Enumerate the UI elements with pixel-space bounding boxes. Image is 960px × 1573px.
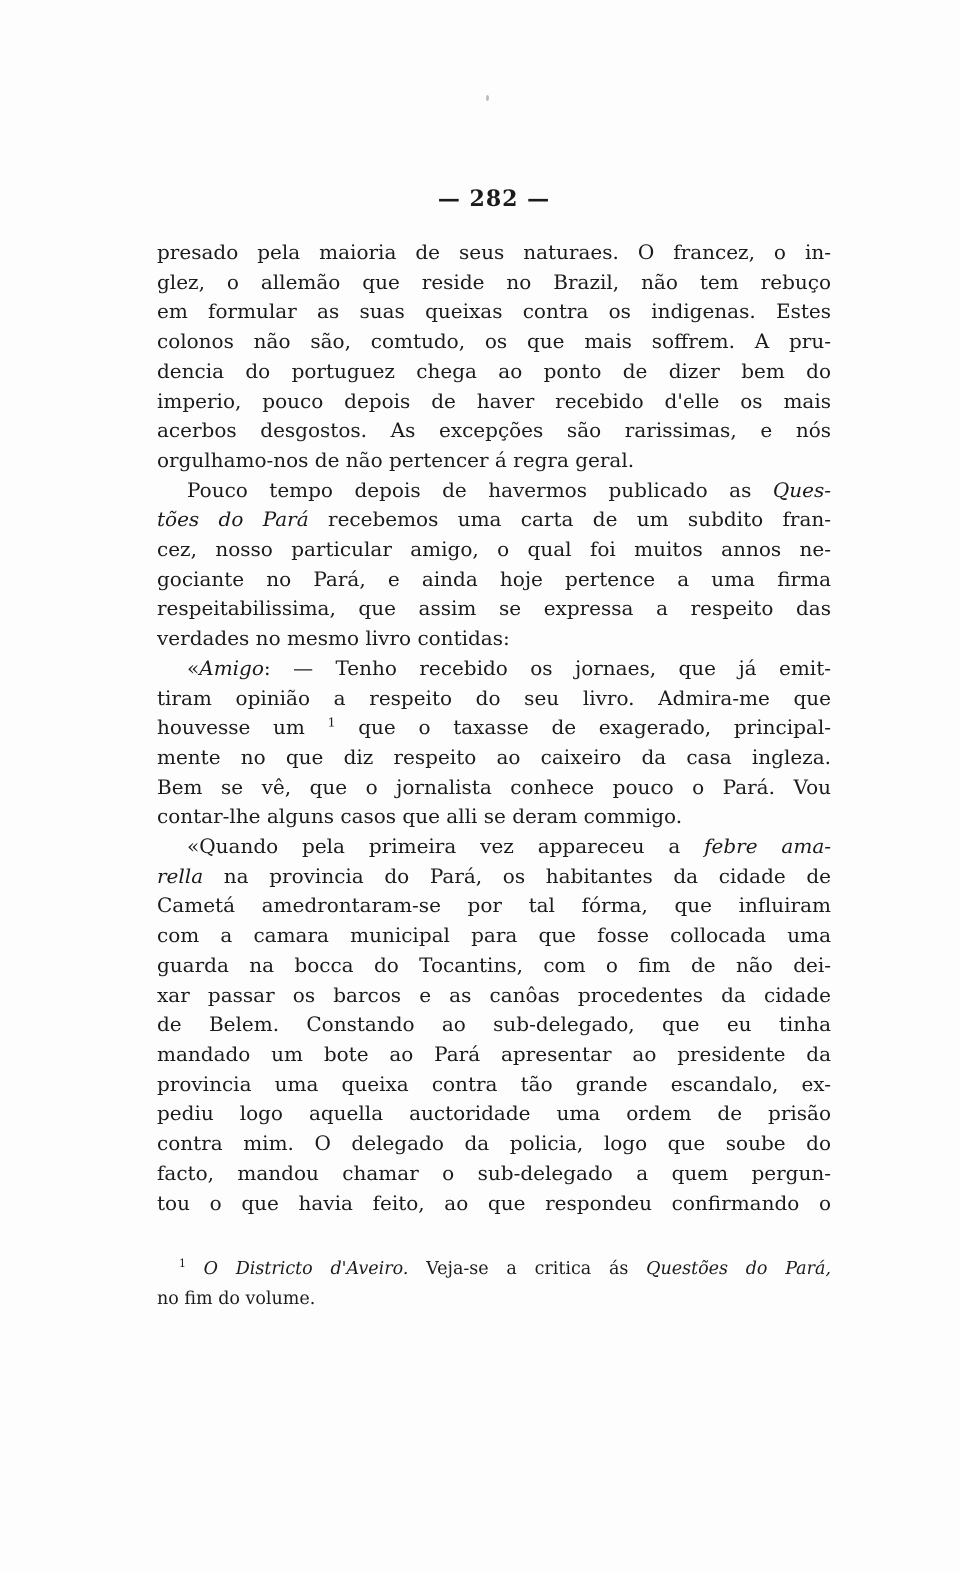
text-line (157, 1254, 831, 1284)
text-run: tiram opinião a respeito do seu livro. Admira-me que (157, 685, 831, 710)
text-line (157, 1284, 831, 1314)
text-line (157, 387, 831, 417)
text-line (157, 446, 831, 476)
text-line (157, 743, 831, 773)
text-line (157, 773, 831, 803)
text-line (157, 1159, 831, 1189)
text-line (157, 921, 831, 951)
text-run: verdades no mesmo livro contidas: (157, 626, 510, 651)
body-text (157, 238, 831, 1218)
text-run: mente no que diz respeito ao caixeiro da casa ingleza. (157, 744, 831, 769)
text-run: mandado um bote ao Pará apresentar ao presidente da (157, 1041, 831, 1066)
text-line (157, 832, 831, 862)
text-run: Cametá amedrontaram-se por tal fórma, que influiram (157, 893, 831, 918)
text-line (157, 654, 831, 684)
footnote-marker: 1 (327, 714, 336, 730)
text-run: Questões do Pará, (646, 1259, 831, 1280)
paragraph (157, 654, 831, 832)
text-run: xar passar os barcos e as canôas procedentes da cidade (157, 982, 831, 1007)
text-line (157, 1040, 831, 1070)
text-run: Ques- (772, 477, 831, 502)
text-run: : — Tenho recebido os jornaes, que já emit- (263, 655, 831, 680)
text-run: em formular as suas queixas contra os indigenas. Estes (157, 299, 831, 324)
text-run: pediu logo aquella auctoridade uma ordem de prisão (157, 1101, 831, 1126)
text-run: contra mim. O delegado da policia, logo que soube do (157, 1131, 831, 1156)
text-run: « (187, 655, 200, 680)
text-run: acerbos desgostos. As excepções são rarissimas, e nós (157, 418, 831, 443)
text-run: respeitabilissima, que assim se expressa a respeito das (157, 596, 831, 621)
text-line (157, 951, 831, 981)
text-run: Amigo (199, 655, 264, 680)
text-run: que o taxasse de exagerado, principal- (335, 715, 831, 740)
text-run: Bem se vê, que o jornalista conhece pouco o Pará. Vou (157, 774, 831, 799)
paragraph (157, 476, 831, 654)
text-run: imperio, pouco depois de haver recebido d'elle os mais (157, 388, 831, 413)
text-run: gociante no Pará, e ainda hoje pertence a uma firma (157, 566, 831, 591)
text-line (157, 713, 831, 743)
paragraph (157, 238, 831, 476)
text-run: provincia uma queixa contra tão grande escandalo, ex- (157, 1071, 831, 1096)
footnote-marker: 1 (179, 1257, 186, 1271)
page-content (157, 0, 831, 1314)
text-run: na provincia do Pará, os habitantes da cidade de (203, 863, 831, 888)
text-run: Veja-se a critica ás (408, 1259, 647, 1280)
text-line (157, 416, 831, 446)
text-run: Pouco tempo depois de havermos publicado as (187, 477, 773, 502)
text-line (157, 268, 831, 298)
text-run: guarda na bocca do Tocantins, com o fim de não dei- (157, 952, 831, 977)
text-run: «Quando pela primeira vez appareceu a (187, 834, 705, 859)
text-line (157, 505, 831, 535)
text-run: dencia do portuguez chega ao ponto de dizer bem do (157, 358, 831, 383)
text-line (157, 981, 831, 1011)
text-run: orgulhamo-nos de não pertencer á regra geral. (157, 447, 635, 472)
text-run: com a camara municipal para que fosse collocada uma (157, 923, 831, 948)
text-line (157, 357, 831, 387)
text-run: contar-lhe alguns casos que alli se deram commigo. (157, 804, 683, 829)
text-line (157, 1099, 831, 1129)
text-run: tões do Pará (157, 507, 309, 532)
text-run: O Districto d'Aveiro. (203, 1259, 409, 1280)
page-number: — 282 — (437, 186, 551, 212)
text-line (157, 684, 831, 714)
text-run: de Belem. Constando ao sub-delegado, que eu tinha (157, 1012, 831, 1037)
text-run: rella (157, 863, 204, 888)
text-run: febre ama- (704, 834, 831, 859)
text-line (157, 891, 831, 921)
text-line (157, 476, 831, 506)
text-run: presado pela maioria de seus naturaes. O francez, o in- (157, 240, 831, 264)
text-line (157, 565, 831, 595)
text-line (157, 327, 831, 357)
text-run: colonos não são, comtudo, os que mais soffrem. A pru- (157, 329, 831, 354)
text-run: glez, o allemão que reside no Brazil, não tem rebuço (157, 269, 831, 294)
text-run: houvesse um (157, 715, 328, 740)
text-line (157, 297, 831, 327)
text-line (157, 802, 831, 832)
text-line (157, 1010, 831, 1040)
text-run (186, 1259, 204, 1279)
paragraph (157, 832, 831, 1218)
text-run: cez, nosso particular amigo, o qual foi muitos annos ne- (157, 537, 831, 562)
text-run: facto, mandou chamar o sub-delegado a quem pergun- (157, 1160, 831, 1185)
text-line (157, 1070, 831, 1100)
text-line (157, 238, 831, 268)
text-run: no fim do volume. (157, 1289, 316, 1310)
footnote (157, 1254, 831, 1314)
text-line (157, 535, 831, 565)
text-line (157, 1189, 831, 1219)
text-run: recebemos uma carta de um subdito fran- (308, 507, 832, 532)
text-line (157, 862, 831, 892)
text-line (157, 1129, 831, 1159)
text-line (157, 624, 831, 654)
text-line (157, 594, 831, 624)
text-run: tou o que havia feito, ao que respondeu confirmando o (157, 1190, 831, 1215)
